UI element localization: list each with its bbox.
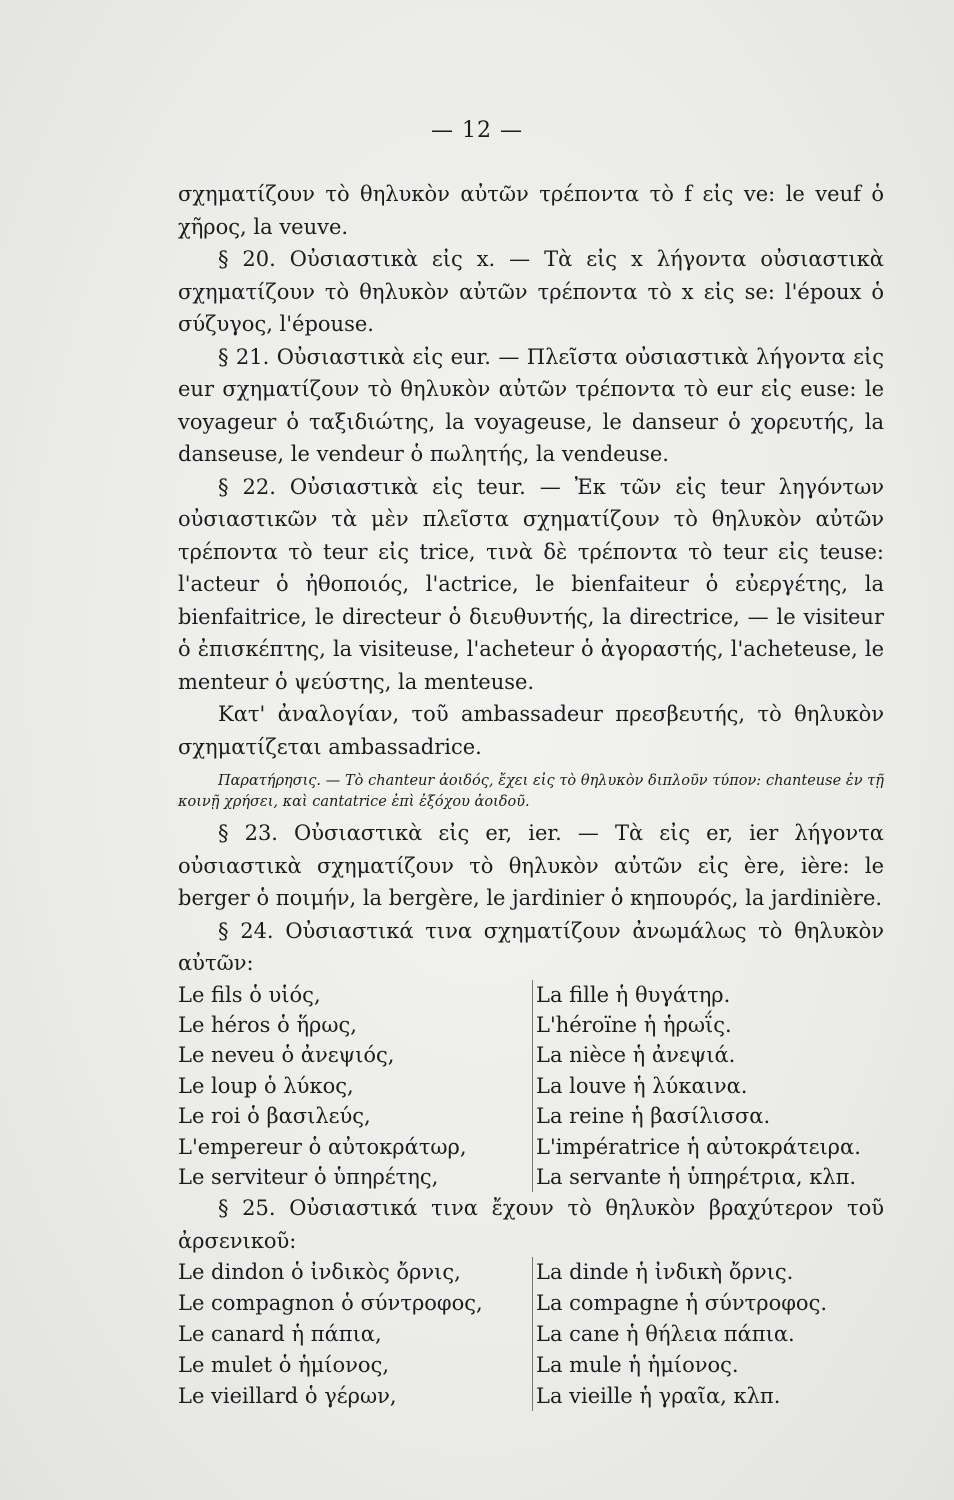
masculine-entry: Le mulet ὁ ἡμίονος, bbox=[178, 1350, 533, 1381]
feminine-entry: La dinde ἡ ἰνδικὴ ὄρνις. bbox=[536, 1260, 794, 1285]
masculine-entry: Le canard ἡ πάπια, bbox=[178, 1319, 533, 1350]
section-21: § 21. Οὐσιαστικὰ εἰς eur. — Πλεῖστα οὐσιαστικὰ λήγοντα εἰς eur σχηματίζουν τὸ θηλυκὸν αὐτῶν τρέποντα τὸ eur εἰς euse: le voyageur ὁ ταξιδιώτης, la voyageuse, le danseur ὁ χορευτής, la danseuse, le vendeur ὁ πωλητής, la vendeuse. bbox=[178, 344, 884, 466]
feminine-entry: La louve ἡ λύκαινα. bbox=[536, 1073, 748, 1098]
section-20: § 20. Οὐσιαστικὰ εἰς x. — Τὰ εἰς x λήγοντα οὐσιαστικὰ σχηματίζουν τὸ θηλυκὸν αὐτῶν τρέποντα τὸ x εἰς se: l'époux ὁ σύζυγος, l'épouse. bbox=[178, 247, 884, 336]
ambassadeur-note: Κατ' ἀναλογίαν, τοῦ ambassadeur πρεσβευτής, τὸ θηλυκὸν σχηματίζεται ambassadrice. bbox=[178, 702, 884, 759]
masculine-entry: Le compagnon ὁ σύντροφος, bbox=[178, 1288, 533, 1319]
feminine-entry: L'héroïne ἡ ἡρωΐς. bbox=[536, 1012, 732, 1037]
masculine-entry: Le fils ὁ υἱός, bbox=[178, 980, 533, 1010]
feminine-entry: La servante ἡ ὑπηρέτρια, κλπ. bbox=[536, 1164, 857, 1189]
feminine-entry: La nièce ἡ ἀνεψιά. bbox=[536, 1043, 736, 1068]
observation-note: Παρατήρησις. — Τὸ chanteur ἀοιδός, ἔχει εἰς τὸ θηλυκὸν διπλοῦν τύπον: chanteuse ἐν τῇ κοινῇ χρήσει, καὶ cantatrice ἐπὶ ἐξόχου ἀοιδοῦ. bbox=[178, 773, 884, 810]
feminine-entry: La reine ἡ βασίλισσα. bbox=[536, 1104, 771, 1129]
feminine-entry: L'impératrice ἡ αὐτοκράτειρα. bbox=[536, 1134, 861, 1159]
feminine-entry: La fille ἡ θυγάτηρ. bbox=[536, 982, 731, 1007]
feminine-entry: La vieille ἡ γραῖα, κλπ. bbox=[536, 1383, 781, 1408]
page-body bbox=[178, 178, 884, 1411]
feminine-entry: La compagne ἡ σύντροφος. bbox=[536, 1291, 828, 1316]
masculine-entry: Le loup ὁ λύκος, bbox=[178, 1071, 533, 1101]
masculine-entry: L'empereur ὁ αὐτοκράτωρ, bbox=[178, 1132, 533, 1162]
masculine-entry: Le dindon ὁ ἰνδικὸς ὄρνις, bbox=[178, 1257, 533, 1288]
masculine-entry: Le neveu ὁ ἀνεψιός, bbox=[178, 1040, 533, 1070]
feminine-entry: La mule ἡ ἡμίονος. bbox=[536, 1352, 739, 1377]
section-22: § 22. Οὐσιαστικὰ εἰς teur. — Ἐκ τῶν εἰς teur ληγόντων οὐσιαστικῶν τὰ μὲν πλεῖστα σχηματίζουν τὸ θηλυκὸν αὐτῶν τρέποντα τὸ teur εἰς trice, τινὰ δὲ τρέποντα τὸ teur εἰς teuse: l'acteur ὁ ἠθοποιός, l'actrice, le bienfaiteur ὁ εὐεργέτης, la bienfaitrice, le directeur ὁ διευθυντής, la directrice, — le visiteur ὁ ἐπισκέπτης, la visiteuse, l'acheteur ὁ ἀγοραστής, l'acheteuse, le menteur ὁ ψεύστης, la menteuse. bbox=[178, 474, 884, 694]
paragraph-continuation: σχηματίζουν τὸ θηλυκὸν αὐτῶν τρέποντα τὸ f εἰς ve: le veuf ὁ χῆρος, la veuve. bbox=[178, 182, 884, 239]
feminine-entry: La cane ἡ θήλεια πάπια. bbox=[536, 1321, 795, 1346]
masculine-entry: Le roi ὁ βασιλεύς, bbox=[178, 1101, 533, 1131]
page-number: — 12 — bbox=[431, 118, 523, 143]
section-25: § 25. Οὐσιαστικά τινα ἔχουν τὸ θηλυκὸν βραχύτερον τοῦ ἀρσενικοῦ: bbox=[178, 1196, 884, 1253]
section-24: § 24. Οὐσιαστικά τινα σχηματίζουν ἀνωμάλως τὸ θηλυκὸν αὐτῶν: bbox=[178, 918, 884, 975]
shorter-feminines-list bbox=[178, 1257, 884, 1411]
masculine-entry: Le héros ὁ ἥρως, bbox=[178, 1010, 533, 1040]
section-23: § 23. Οὐσιαστικὰ εἰς er, ier. — Τὰ εἰς er, ier λήγοντα οὐσιαστικὰ σχηματίζουν τὸ θηλυκὸν αὐτῶν εἰς ère, ière: le berger ὁ ποιμήν, la bergère, le jardinier ὁ κηπουρός, la jardinière. bbox=[178, 821, 884, 910]
irregular-feminines-list bbox=[178, 980, 884, 1193]
masculine-entry: Le vieillard ὁ γέρων, bbox=[178, 1381, 533, 1412]
masculine-entry: Le serviteur ὁ ὑπηρέτης, bbox=[178, 1162, 533, 1192]
